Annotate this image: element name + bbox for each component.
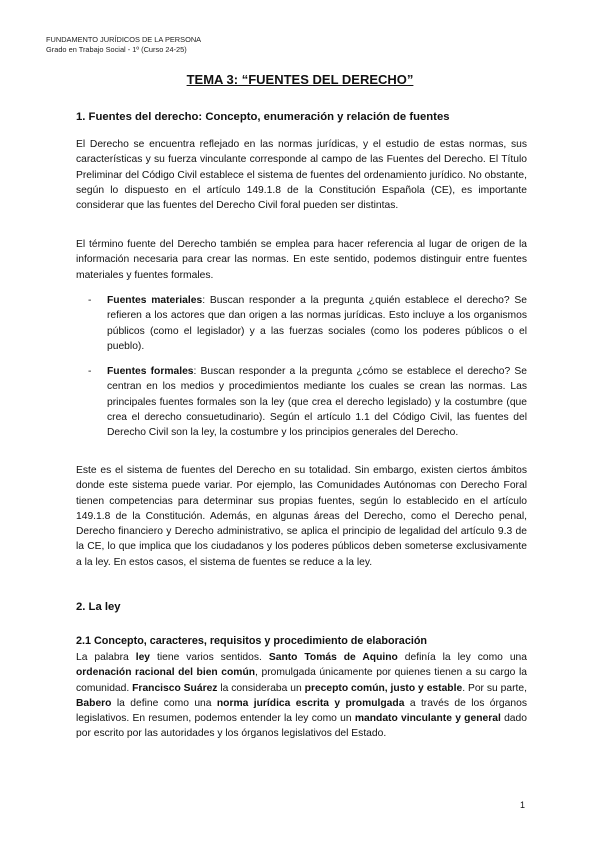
bullet-text: : Buscan responder a la pregunta ¿cómo se establece el derecho? Se centran en los medios y procedimientos mediante los cuales se crean las normas. Las principales fuentes formales son la ley (que crea el derecho legislado) y la costumbre (que crea el derecho consuetudinario). Según el artículo 1.1 del Código Civil, las fuentes del Derecho Civil son la ley, la costumbre y los principios generales del Derecho. [107,366,527,439]
bold-term-aquino: Santo Tomás de Aquino [268,652,398,663]
page-number: 1 [520,800,526,810]
text-run: a través de los órganos legislativos. En resumen, podemos entender la ley como un [76,697,527,725]
text-run: definía la ley como una [397,652,528,663]
bullet-label: Fuentes materiales [107,295,203,306]
text-run: tiene varios sentidos. [150,652,269,663]
section-1-paragraph-1: El Derecho se encuentra reflejado en las normas jurídicas, y el estudio de estas normas, sus características y su fuerza vinculante corresponde al campo de las Fuentes del Derecho. El Título Preliminar del Código Civil establece el sistema de fuentes del ordenamiento jurídico. No obstante, según lo dispuesto en el artículo 149.1.8 de la Constitución Española (CE), es importante considerar que las fuentes del Derecho Civil foral pueden ser distintas. [76,139,527,212]
header-degree: Grado en Trabajo Social - 1º (Curso 24-25) [46,45,187,54]
bold-term-precepto: precepto común, justo y estable [304,682,463,694]
bullet-label: Fuentes formales [107,366,194,377]
header-course: FUNDAMENTO JURÍDICOS DE LA PERSONA [46,35,202,44]
bold-term-ordenacion: ordenación racional del bien común [76,667,256,679]
section-1-paragraph-2: El término fuente del Derecho también se emplea para hacer referencia al lugar de origen de la información necesaria para crear las normas. En este sentido, podemos distinguir entre fuentes materiales y fuentes formales. [76,239,527,281]
bold-term-suarez: Francisco Suárez [132,682,218,694]
bullet-dash: - [88,366,92,377]
text-run: la define como una [111,697,217,709]
text-run: la consideraba un [217,682,305,694]
document-header [46,35,201,55]
section-2-heading: 2. La ley [76,601,121,613]
text-run: La palabra [76,652,136,663]
bold-term-mandato: mandato vinculante y general [354,713,501,725]
text-run: , promulgada únicamente por quienes tienen a su cargo la comunidad. [76,667,527,694]
text-run: dado por escrito por las autoridades y los órganos legislativos del Estado. [76,713,527,740]
section-2-paragraph [76,650,527,742]
page-title: TEMA 3: “FUENTES DEL DERECHO” [186,72,414,87]
bullet-text: : Buscan responder a la pregunta ¿quién establece el derecho? Se refieren a los actores que dan origen a las normas jurídicas. Esto incluye a los organismos públicos (como el legislador) y a las fuerzas sociales (como los poderes públicos o el pueblo). [107,295,527,352]
section-1-heading: 1. Fuentes del derecho: Concepto, enumeración y relación de fuentes [76,111,450,123]
text-run: . Por su parte, [462,682,527,694]
bold-term-norma: norma jurídica escrita y promulgada [216,697,405,709]
section-1-paragraph-3: Este es el sistema de fuentes del Derecho en su totalidad. Sin embargo, existen ciertos ámbitos donde este sistema puede variar. Por ejemplo, las Comunidades Autónomas con Derecho Foral tienen competencias para determinar sus propias fuentes, según lo establecido en el artículo 149.1.8 de la Constitución. Además, en algunas áreas del Derecho, como el Derecho penal, Derecho financiero y Derecho administrativo, se aplica el principio de legalidad del artículo 9.3 de la CE, lo que implica que los ciudadanos y los poderes públicos deben someterse exclusivamente a la ley. En estos casos, el sistema de fuentes se reduce a la ley. [76,465,527,568]
bullet-material-sources [88,293,527,354]
bullet-formal-sources [88,364,527,440]
section-2-1-heading: 2.1 Concepto, caracteres, requisitos y procedimiento de elaboración [76,635,428,647]
bullet-dash: - [88,295,92,306]
bold-term-ley: ley [135,652,151,663]
bold-term-babero: Babero [76,697,112,709]
